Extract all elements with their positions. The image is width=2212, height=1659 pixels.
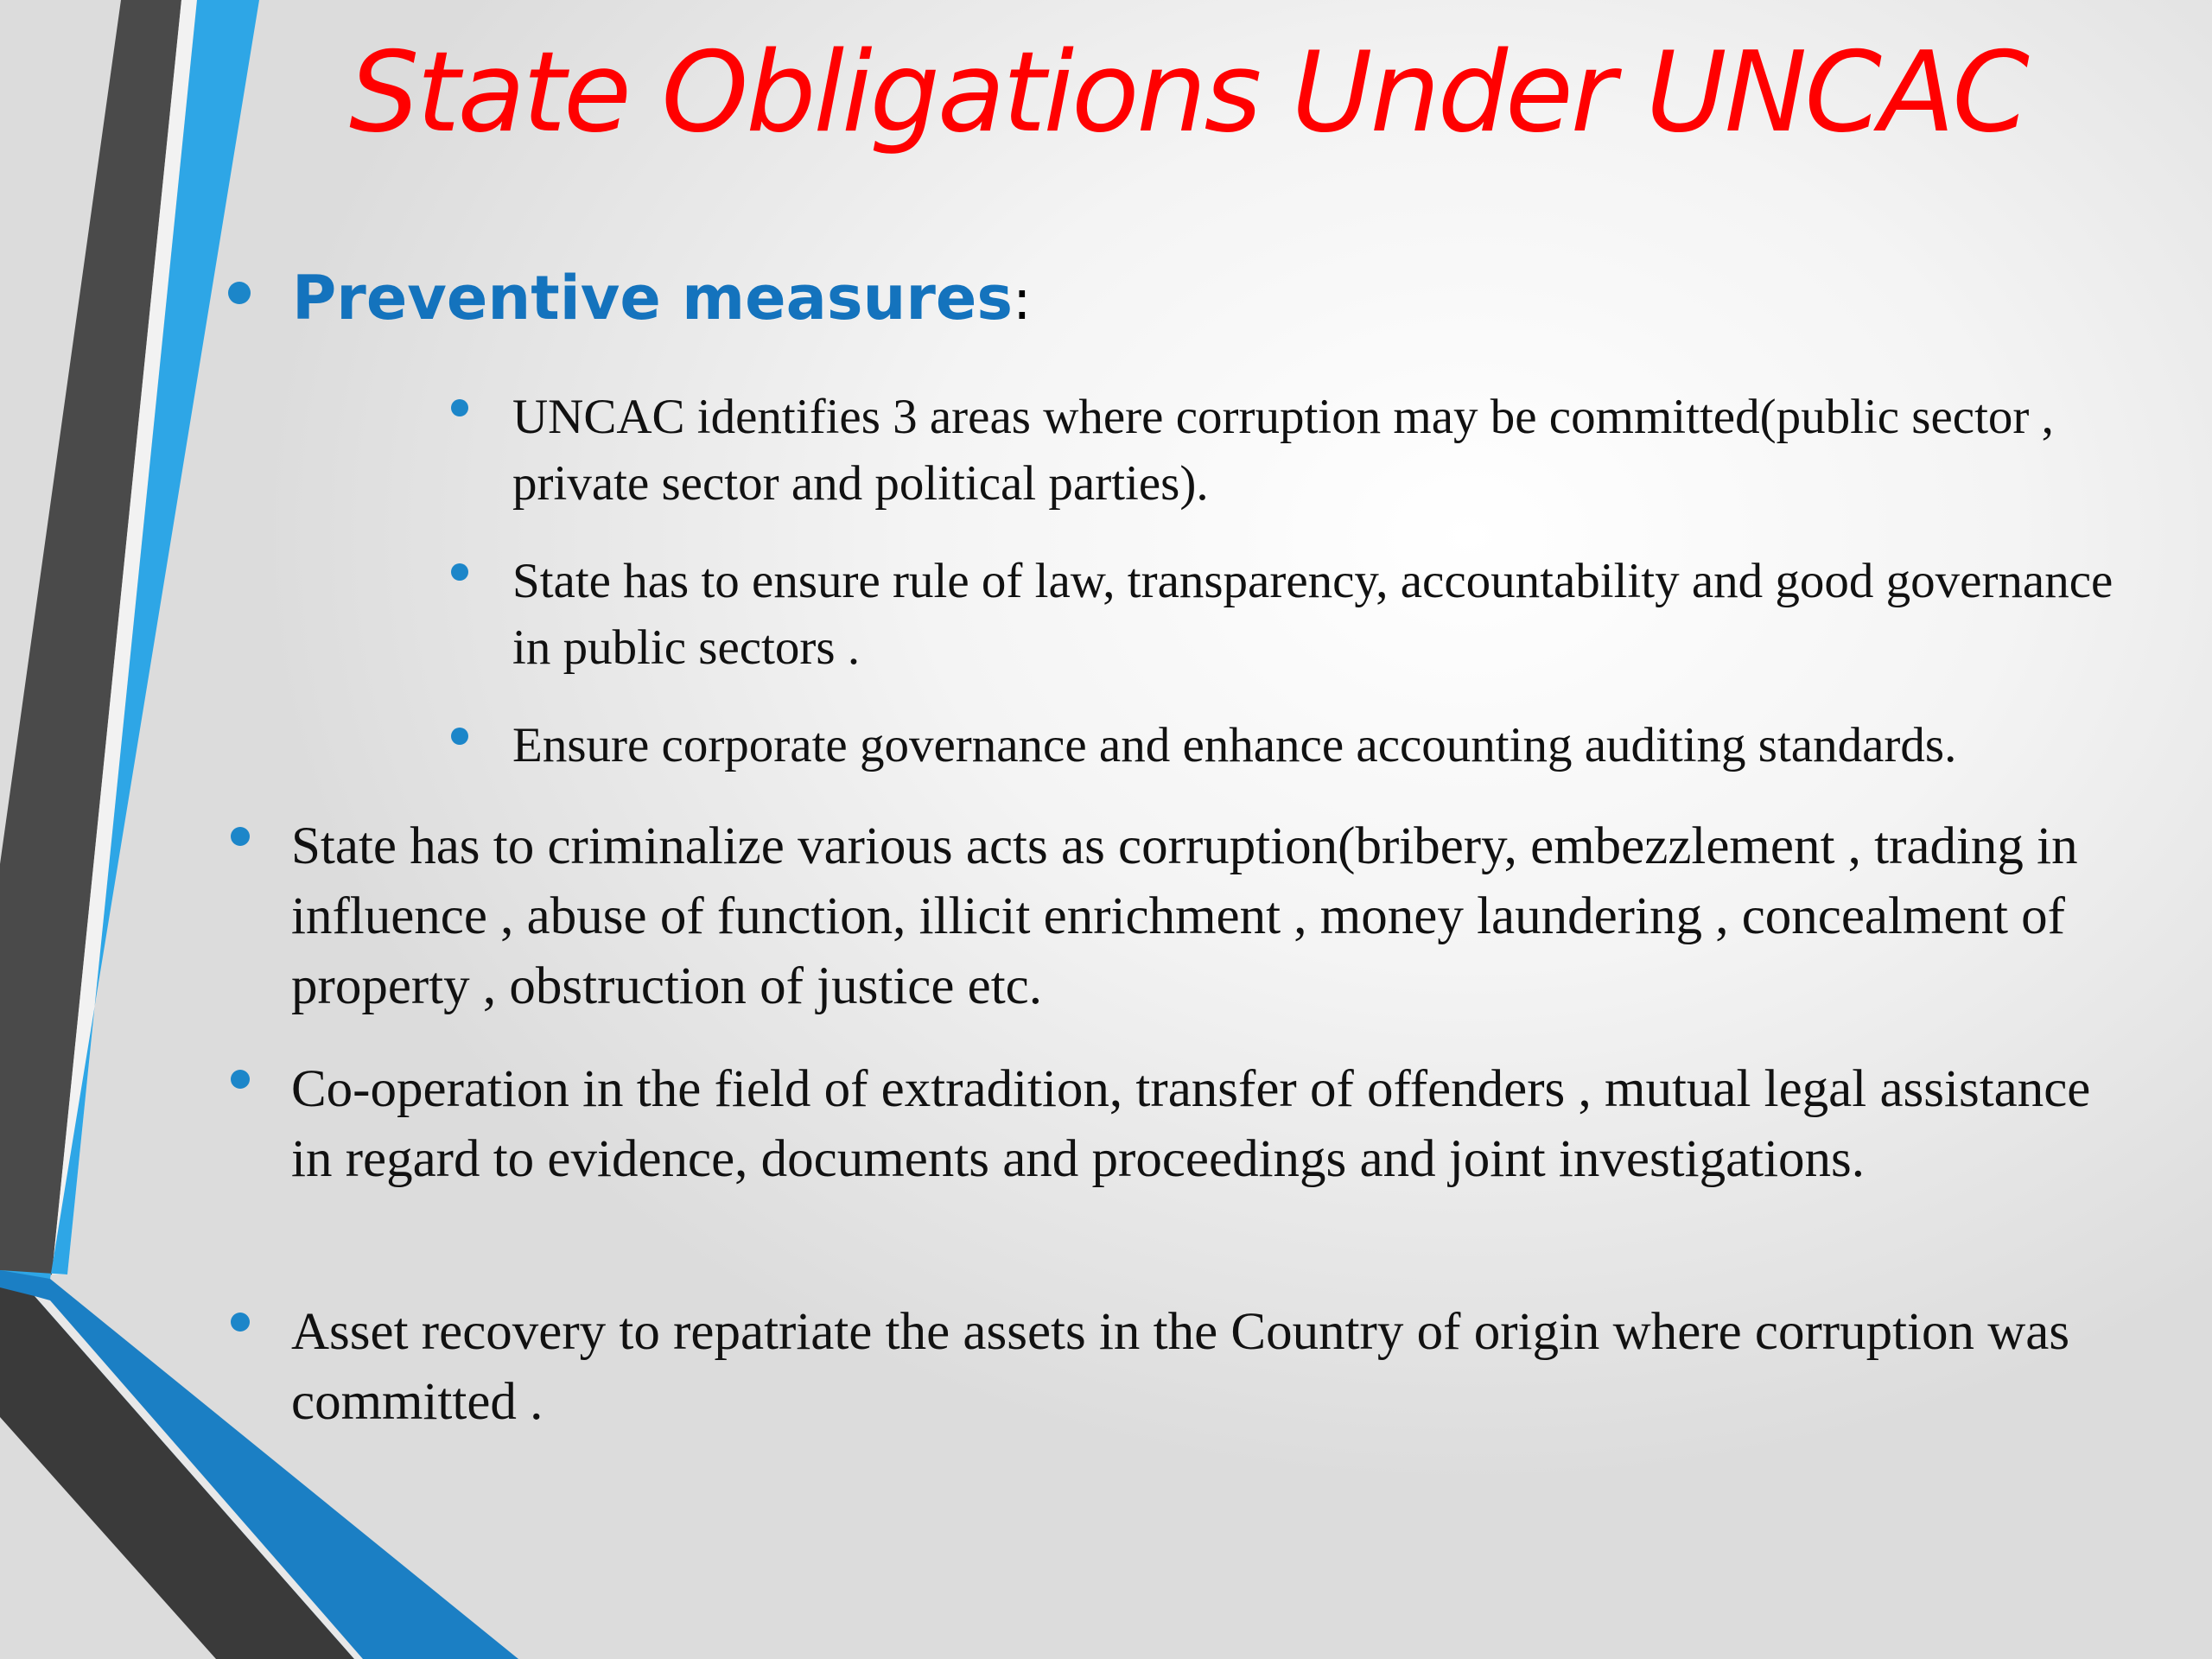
bullet-dot	[451, 563, 468, 581]
sub-bullet-text: Ensure corporate governance and enhance accounting auditing standards.	[512, 718, 1957, 772]
main-bullet-text: Co-operation in the field of extradition, transfer of offenders , mutual legal assistance in regard to evidence, documents and proceedings and joint investigations.	[291, 1060, 2091, 1188]
bullet-dot	[231, 827, 250, 846]
bullet-dot	[231, 1070, 250, 1089]
bullet-dot	[451, 728, 468, 745]
heading-bullet-item	[292, 259, 2107, 337]
sub-bullet-item	[512, 712, 2171, 779]
dark-stripe-upper	[0, 0, 181, 1296]
main-bullet-item	[291, 1297, 2166, 1437]
bullet-dot	[451, 399, 468, 416]
sub-bullet-text: State has to ensure rule of law, transparency, accountability and good governance in public sectors .	[512, 554, 2113, 675]
bullet-dot	[231, 1313, 250, 1332]
main-bullet-item	[291, 1054, 2106, 1194]
section-heading: Preventive measures	[292, 263, 1013, 334]
heading-colon: :	[1012, 269, 1032, 333]
bullet-dot	[228, 282, 251, 304]
main-bullet-item	[291, 811, 2140, 1021]
slide-title: State Obligations Under UNCAC	[349, 29, 2027, 157]
main-bullet-text: State has to criminalize various acts as corruption(bribery, embezzlement , trading in influence , abuse of function, illicit enrichment , money laundering , concealment of property , obstruction of justice etc.	[291, 817, 2078, 1015]
main-bullet-text: Asset recovery to repatriate the assets in the Country of origin where corruption was committed .	[291, 1303, 2070, 1431]
sub-bullet-item	[512, 548, 2120, 681]
sub-bullet-text: UNCAC identifies 3 areas where corruption may be committed(public sector , private sector and political parties).	[512, 390, 2054, 511]
sub-bullet-item	[512, 384, 2120, 517]
